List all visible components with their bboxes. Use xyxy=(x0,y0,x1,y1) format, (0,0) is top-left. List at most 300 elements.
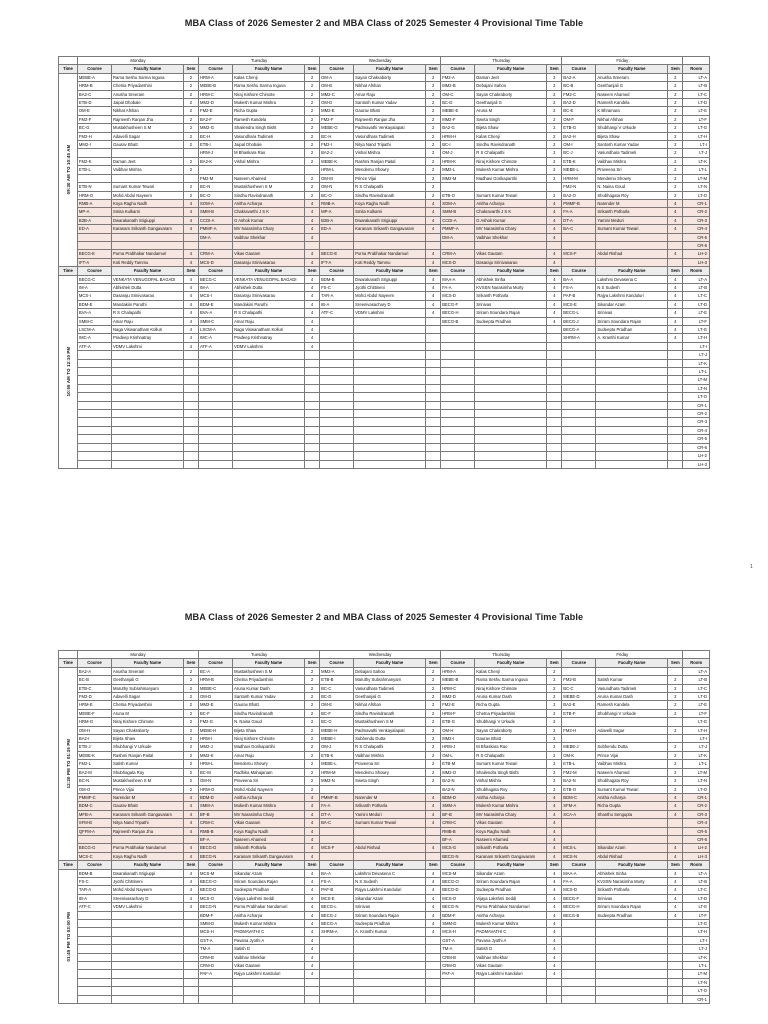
course-cell xyxy=(562,827,596,835)
sem-cell: 2 xyxy=(426,124,441,132)
sem-cell: 4 xyxy=(668,793,683,801)
page-title: MBA Class of 2026 Semester 2 and MBA Class of 2025 Semester 4 Provisional Time Table xyxy=(184,18,584,28)
faculty-cell xyxy=(596,384,668,392)
sem-cell xyxy=(668,835,683,843)
sem-cell xyxy=(304,401,319,409)
faculty-cell xyxy=(111,928,183,936)
faculty-cell: Vishal Mishra xyxy=(475,777,547,785)
course-cell xyxy=(441,384,475,392)
sem-cell: 2 xyxy=(426,751,441,759)
course-cell: BECG-A xyxy=(320,920,354,928)
sem-cell: 4 xyxy=(426,300,441,308)
time-header: Time xyxy=(59,659,78,667)
faculty-cell xyxy=(111,443,183,451)
course-cell xyxy=(562,987,596,995)
table-row xyxy=(59,393,710,401)
sem-cell: 4 xyxy=(183,334,198,342)
table-row xyxy=(59,735,710,743)
table-row xyxy=(59,191,710,199)
room-cell: LT-L xyxy=(683,166,710,174)
course-cell xyxy=(77,953,111,961)
faculty-cell: Sreenivasachary D xyxy=(111,894,183,902)
course-cell xyxy=(77,452,111,460)
course-cell: BC-G xyxy=(320,718,354,726)
faculty-cell xyxy=(111,460,183,468)
room-cell: LT-L xyxy=(683,760,710,768)
course-cell: FM2-H xyxy=(562,726,596,734)
sem-cell: 2 xyxy=(547,676,562,684)
faculty-cell: VDMV Lakshmi xyxy=(233,342,305,350)
time-slot-label: 09:30 AM TO 10:45 AM xyxy=(59,73,78,266)
course-cell: MEBE-K xyxy=(77,751,111,759)
sem-cell: 2 xyxy=(426,157,441,165)
sem-cell: 4 xyxy=(547,894,562,902)
faculty-cell xyxy=(111,953,183,961)
sem-cell xyxy=(304,987,319,995)
sem-cell xyxy=(668,241,683,249)
sem-cell: 2 xyxy=(547,107,562,115)
faculty-cell: Rajya Lakshmi Kanduluri xyxy=(354,886,426,894)
room-cell: CR-5 xyxy=(683,827,710,835)
faculty-cell: Vishal Mishra xyxy=(233,157,305,165)
table-row xyxy=(59,810,710,818)
course-cell: BC-O xyxy=(199,191,233,199)
faculty-cell: Dwarakanath Srigiuppi xyxy=(354,275,426,283)
faculty-cell: MV Narasimha Chary xyxy=(475,810,547,818)
faculty-cell: Anitha Acharya xyxy=(233,793,305,801)
sem-cell: 2 xyxy=(426,149,441,157)
course-cell xyxy=(441,460,475,468)
faculty-cell: Sumant Kumar Tewari xyxy=(596,785,668,793)
faculty-cell: MV Narasimha Chary xyxy=(233,225,305,233)
course-cell xyxy=(199,987,233,995)
sem-cell: 2 xyxy=(547,760,562,768)
page-title: MBA Class of 2026 Semester 2 and MBA Class of 2025 Semester 4 Provisional Time Table xyxy=(184,612,584,622)
course-cell xyxy=(441,351,475,359)
faculty-cell: Aruna Kumar Dash xyxy=(596,693,668,701)
course-cell: FM2-M xyxy=(199,174,233,182)
sem-cell: 4 xyxy=(426,886,441,894)
faculty-cell xyxy=(475,334,547,342)
sem-cell xyxy=(668,351,683,359)
faculty-header: Faculty Name xyxy=(233,861,305,869)
faculty-cell: Vikas Gautam xyxy=(233,819,305,827)
table-row xyxy=(59,962,710,970)
faculty-cell: Karanam Srikanth Gangavaram xyxy=(111,225,183,233)
room-cell: LT-B xyxy=(683,283,710,291)
room-cell: LT-M xyxy=(683,970,710,978)
sem-cell: 4 xyxy=(668,903,683,911)
faculty-cell xyxy=(596,995,668,1003)
faculty-cell: Amar Raju xyxy=(111,317,183,325)
course-cell: BECG-E xyxy=(77,250,111,258)
sem-cell xyxy=(304,410,319,418)
sem-cell: 2 xyxy=(547,718,562,726)
faculty-cell xyxy=(233,401,305,409)
sem-header: Sem xyxy=(426,861,441,869)
sem-header: Sem xyxy=(426,267,441,275)
room-cell: LH-2 xyxy=(683,844,710,852)
course-cell: ETB-B xyxy=(320,676,354,684)
course-cell: HRM-I xyxy=(199,735,233,743)
sem-cell xyxy=(426,426,441,434)
faculty-cell: Sindhu Ravindranath xyxy=(233,709,305,717)
course-cell xyxy=(562,233,596,241)
course-cell: FM2-G xyxy=(199,718,233,726)
sem-cell: 4 xyxy=(547,911,562,919)
faculty-cell xyxy=(475,995,547,1003)
course-cell: PAF-B xyxy=(320,886,354,894)
faculty-cell: Srikanth Potharla xyxy=(475,844,547,852)
faculty-cell: Aruna Kumar Dash xyxy=(233,684,305,692)
table-row xyxy=(59,99,710,107)
sem-cell xyxy=(547,241,562,249)
course-cell: ATF-C xyxy=(320,309,354,317)
course-cell xyxy=(77,376,111,384)
sem-header: Sem xyxy=(668,267,683,275)
table-row xyxy=(59,920,710,928)
faculty-cell xyxy=(354,835,426,843)
course-cell: BDM-C xyxy=(77,802,111,810)
sem-cell xyxy=(426,233,441,241)
faculty-cell xyxy=(596,359,668,367)
course-cell xyxy=(562,460,596,468)
faculty-cell: Naseem Ahamed xyxy=(475,835,547,843)
sem-cell xyxy=(183,241,198,249)
faculty-cell: Naga Viswanatham Kolluri xyxy=(111,326,183,334)
course-cell: MCS-F xyxy=(320,844,354,852)
faculty-cell xyxy=(354,827,426,835)
faculty-cell: Koya Raghu Nadh xyxy=(111,852,183,860)
course-cell: MM2-I xyxy=(441,735,475,743)
course-cell xyxy=(562,667,596,675)
faculty-cell: Lakshmi Devasena C xyxy=(596,275,668,283)
faculty-cell xyxy=(233,351,305,359)
room-cell: LT-I xyxy=(683,936,710,944)
sem-cell: 4 xyxy=(183,844,198,852)
table-row xyxy=(59,936,710,944)
table-row xyxy=(59,149,710,157)
sem-cell: 4 xyxy=(547,225,562,233)
course-cell: ETB-M xyxy=(441,760,475,768)
faculty-cell: Narender M xyxy=(111,793,183,801)
sem-cell xyxy=(668,962,683,970)
sem-cell xyxy=(304,426,319,434)
course-cell: BA2-K xyxy=(199,157,233,165)
sem-cell: 4 xyxy=(547,802,562,810)
faculty-cell: MV Narasimha Chary xyxy=(233,810,305,818)
sem-cell xyxy=(668,735,683,743)
course-header: Course xyxy=(320,267,354,275)
sem-cell: 2 xyxy=(426,676,441,684)
faculty-cell: Richa Gupta xyxy=(233,107,305,115)
sem-cell xyxy=(668,418,683,426)
course-cell xyxy=(199,995,233,1003)
course-cell xyxy=(320,342,354,350)
course-cell xyxy=(77,410,111,418)
sem-cell: 4 xyxy=(426,810,441,818)
course-cell xyxy=(320,426,354,434)
sem-cell: 2 xyxy=(426,684,441,692)
course-cell xyxy=(320,835,354,843)
faculty-cell: Sweta Singh xyxy=(354,777,426,785)
course-cell xyxy=(77,351,111,359)
table-row xyxy=(59,443,710,451)
faculty-cell xyxy=(596,241,668,249)
sem-cell: 2 xyxy=(304,149,319,157)
faculty-cell: Anusha Sreeram xyxy=(596,73,668,81)
faculty-cell: Geethanjali G xyxy=(596,82,668,90)
sem-cell xyxy=(183,978,198,986)
day-header-monday: Monday xyxy=(77,57,198,65)
course-cell: BECG-N xyxy=(199,852,233,860)
room-cell: LT-J xyxy=(683,149,710,157)
table-row xyxy=(59,768,710,776)
faculty-cell: Santosh Kumar Yadav xyxy=(354,99,426,107)
table-row xyxy=(59,326,710,334)
sem-cell xyxy=(183,393,198,401)
sem-cell: 2 xyxy=(426,718,441,726)
sem-cell xyxy=(183,149,198,157)
course-cell: FM2-B xyxy=(562,676,596,684)
faculty-cell: Shubhagata Roy xyxy=(596,777,668,785)
sem-cell: 2 xyxy=(304,191,319,199)
table-row xyxy=(59,90,710,98)
table-row xyxy=(59,384,710,392)
faculty-cell xyxy=(233,995,305,1003)
sem-cell: 2 xyxy=(183,90,198,98)
sem-cell: 4 xyxy=(183,894,198,902)
faculty-cell xyxy=(354,233,426,241)
sem-cell xyxy=(547,435,562,443)
sem-cell: 4 xyxy=(668,326,683,334)
faculty-cell: Ramesh Kandela xyxy=(233,115,305,123)
room-cell: CR-4 xyxy=(683,225,710,233)
faculty-cell: Sikandar Azam xyxy=(596,300,668,308)
course-cell: BA2-N xyxy=(441,785,475,793)
faculty-cell: Niraj Kishore Chimote xyxy=(111,718,183,726)
sem-cell: 4 xyxy=(304,275,319,283)
sem-cell xyxy=(668,718,683,726)
sem-header: Sem xyxy=(547,267,562,275)
table-row xyxy=(59,693,710,701)
sem-cell: 2 xyxy=(304,735,319,743)
course-cell: MCS-H xyxy=(199,928,233,936)
sem-cell: 4 xyxy=(668,911,683,919)
sem-cell xyxy=(426,978,441,986)
sem-cell: 4 xyxy=(183,275,198,283)
course-header: Course xyxy=(562,65,596,73)
course-cell xyxy=(562,936,596,944)
faculty-cell: Sayan Chakraborty xyxy=(475,90,547,98)
faculty-cell: Abhishek Sinha xyxy=(475,275,547,283)
faculty-cell: Mustakhusheen S M xyxy=(233,667,305,675)
faculty-cell xyxy=(475,359,547,367)
course-cell xyxy=(199,410,233,418)
sem-cell: 2 xyxy=(547,132,562,140)
course-cell xyxy=(320,785,354,793)
room-cell: LT-D xyxy=(683,894,710,902)
faculty-cell xyxy=(475,978,547,986)
course-cell: FA-A xyxy=(441,283,475,291)
faculty-cell: R S Chalapathi xyxy=(475,149,547,157)
faculty-cell xyxy=(475,241,547,249)
course-cell: MCS-F xyxy=(562,250,596,258)
course-cell xyxy=(441,401,475,409)
sem-cell: 2 xyxy=(304,124,319,132)
table-row xyxy=(59,342,710,350)
course-cell: MM2-C xyxy=(320,90,354,98)
sem-cell xyxy=(668,995,683,1003)
course-cell xyxy=(562,342,596,350)
course-cell: CRM-C xyxy=(441,819,475,827)
faculty-cell: Abhishek Sinha xyxy=(596,869,668,877)
faculty-cell: Shubhangi V Urkude xyxy=(596,709,668,717)
course-cell: FS-A xyxy=(562,283,596,291)
course-cell: ETB-N xyxy=(77,183,111,191)
course-cell: SMM-D xyxy=(199,920,233,928)
course-cell: CRM-B xyxy=(441,953,475,961)
course-cell xyxy=(199,418,233,426)
sem-cell: 4 xyxy=(668,283,683,291)
course-cell: BDM-E xyxy=(77,300,111,308)
sem-header: Sem xyxy=(668,659,683,667)
faculty-cell: Purna Prabhakar Nandamuri xyxy=(354,250,426,258)
faculty-cell: Naseem Ahamed xyxy=(233,835,305,843)
course-cell: HRM-C xyxy=(199,90,233,98)
sem-cell: 2 xyxy=(668,149,683,157)
sem-cell: 2 xyxy=(668,99,683,107)
sem-cell: 4 xyxy=(547,877,562,885)
course-cell: TM-A xyxy=(441,945,475,953)
faculty-cell: Shailendra Singh Bisht xyxy=(233,124,305,132)
faculty-cell: Shubhagata Roy xyxy=(596,191,668,199)
faculty-cell: PADMAVATHI C xyxy=(475,928,547,936)
faculty-cell: Bijeta Shaw xyxy=(233,726,305,734)
timetable xyxy=(58,650,710,1004)
faculty-cell xyxy=(596,936,668,944)
course-cell: SOM-A xyxy=(199,199,233,207)
sem-cell: 4 xyxy=(183,877,198,885)
table-row xyxy=(59,894,710,902)
faculty-cell xyxy=(354,970,426,978)
course-cell: HRM-J xyxy=(441,743,475,751)
course-cell xyxy=(320,987,354,995)
sem-cell xyxy=(547,326,562,334)
course-cell: BA2-A xyxy=(77,667,111,675)
room-cell: LT-N xyxy=(683,384,710,392)
sem-cell xyxy=(426,317,441,325)
course-cell: MCS-E xyxy=(320,894,354,902)
faculty-header: Faculty Name xyxy=(354,267,426,275)
sem-cell: 2 xyxy=(304,751,319,759)
faculty-cell: Sayan Chakraborty xyxy=(475,726,547,734)
course-header: Course xyxy=(441,267,475,275)
course-cell xyxy=(441,995,475,1003)
room-cell: LT-I xyxy=(683,141,710,149)
faculty-cell: Chetna Priyadarshini xyxy=(475,709,547,717)
faculty-cell: Narender M xyxy=(596,199,668,207)
sem-cell: 4 xyxy=(304,802,319,810)
course-cell xyxy=(320,359,354,367)
course-cell: MEBE-L xyxy=(562,166,596,174)
sem-cell: 4 xyxy=(547,208,562,216)
faculty-cell: Koya Raghu Nadh xyxy=(475,827,547,835)
course-cell: BECG-L xyxy=(562,309,596,317)
sem-cell: 2 xyxy=(547,768,562,776)
room-cell: LT-F xyxy=(683,115,710,123)
course-cell: BECG-J xyxy=(562,317,596,325)
course-cell xyxy=(77,368,111,376)
room-cell: CR-1 xyxy=(683,793,710,801)
course-cell xyxy=(562,962,596,970)
course-cell: SHRM-A xyxy=(320,928,354,936)
sem-cell: 4 xyxy=(426,275,441,283)
faculty-cell: Padmavathi Venkayalapati xyxy=(354,726,426,734)
faculty-header: Faculty Name xyxy=(111,861,183,869)
sem-cell: 4 xyxy=(426,292,441,300)
course-cell xyxy=(320,368,354,376)
sem-header: Sem xyxy=(304,267,319,275)
table-row xyxy=(59,107,710,115)
course-cell: HRM-C xyxy=(441,684,475,692)
sem-cell: 2 xyxy=(547,785,562,793)
sem-cell xyxy=(426,393,441,401)
room-cell: CR-4 xyxy=(683,819,710,827)
faculty-cell: Sikandar Azam xyxy=(354,894,426,902)
sem-cell: 4 xyxy=(547,945,562,953)
course-cell: OM-J xyxy=(441,149,475,157)
table-row xyxy=(59,174,710,182)
faculty-cell: Niraj Kishore Chimote xyxy=(233,735,305,743)
faculty-cell: Bijeta Shaw xyxy=(596,132,668,140)
faculty-cell xyxy=(111,359,183,367)
course-cell xyxy=(77,460,111,468)
faculty-cell: Sriram Soundara Rajan xyxy=(596,903,668,911)
room-cell: LT-C xyxy=(683,886,710,894)
faculty-cell: Adavelli Sagar xyxy=(596,726,668,734)
faculty-cell: Chetna Priyadarshini xyxy=(111,701,183,709)
sem-cell: 4 xyxy=(426,877,441,885)
sem-cell xyxy=(183,384,198,392)
faculty-cell xyxy=(475,426,547,434)
course-cell: HRM-L xyxy=(199,760,233,768)
faculty-cell xyxy=(475,368,547,376)
faculty-cell: Sumant Kumar Tewari xyxy=(111,183,183,191)
sem-cell: 4 xyxy=(183,869,198,877)
course-cell: OM-J xyxy=(320,743,354,751)
faculty-header: Faculty Name xyxy=(111,659,183,667)
course-cell: OM-E xyxy=(320,701,354,709)
faculty-header: Faculty Name xyxy=(475,861,547,869)
faculty-cell: Mohd Abdul Nayeem xyxy=(233,785,305,793)
faculty-cell: Anitha Acharya xyxy=(475,793,547,801)
faculty-cell xyxy=(111,376,183,384)
room-cell: LT-F xyxy=(683,709,710,717)
course-cell: FM2-E xyxy=(441,701,475,709)
sem-cell xyxy=(426,827,441,835)
sem-cell: 2 xyxy=(183,684,198,692)
sem-cell xyxy=(668,945,683,953)
faculty-cell xyxy=(233,426,305,434)
sem-cell: 2 xyxy=(304,107,319,115)
table-row xyxy=(59,802,710,810)
sem-cell xyxy=(183,351,198,359)
sem-cell: 2 xyxy=(183,73,198,81)
faculty-cell: Srinivas xyxy=(596,894,668,902)
course-cell: BA-C xyxy=(562,225,596,233)
sem-cell xyxy=(426,384,441,392)
